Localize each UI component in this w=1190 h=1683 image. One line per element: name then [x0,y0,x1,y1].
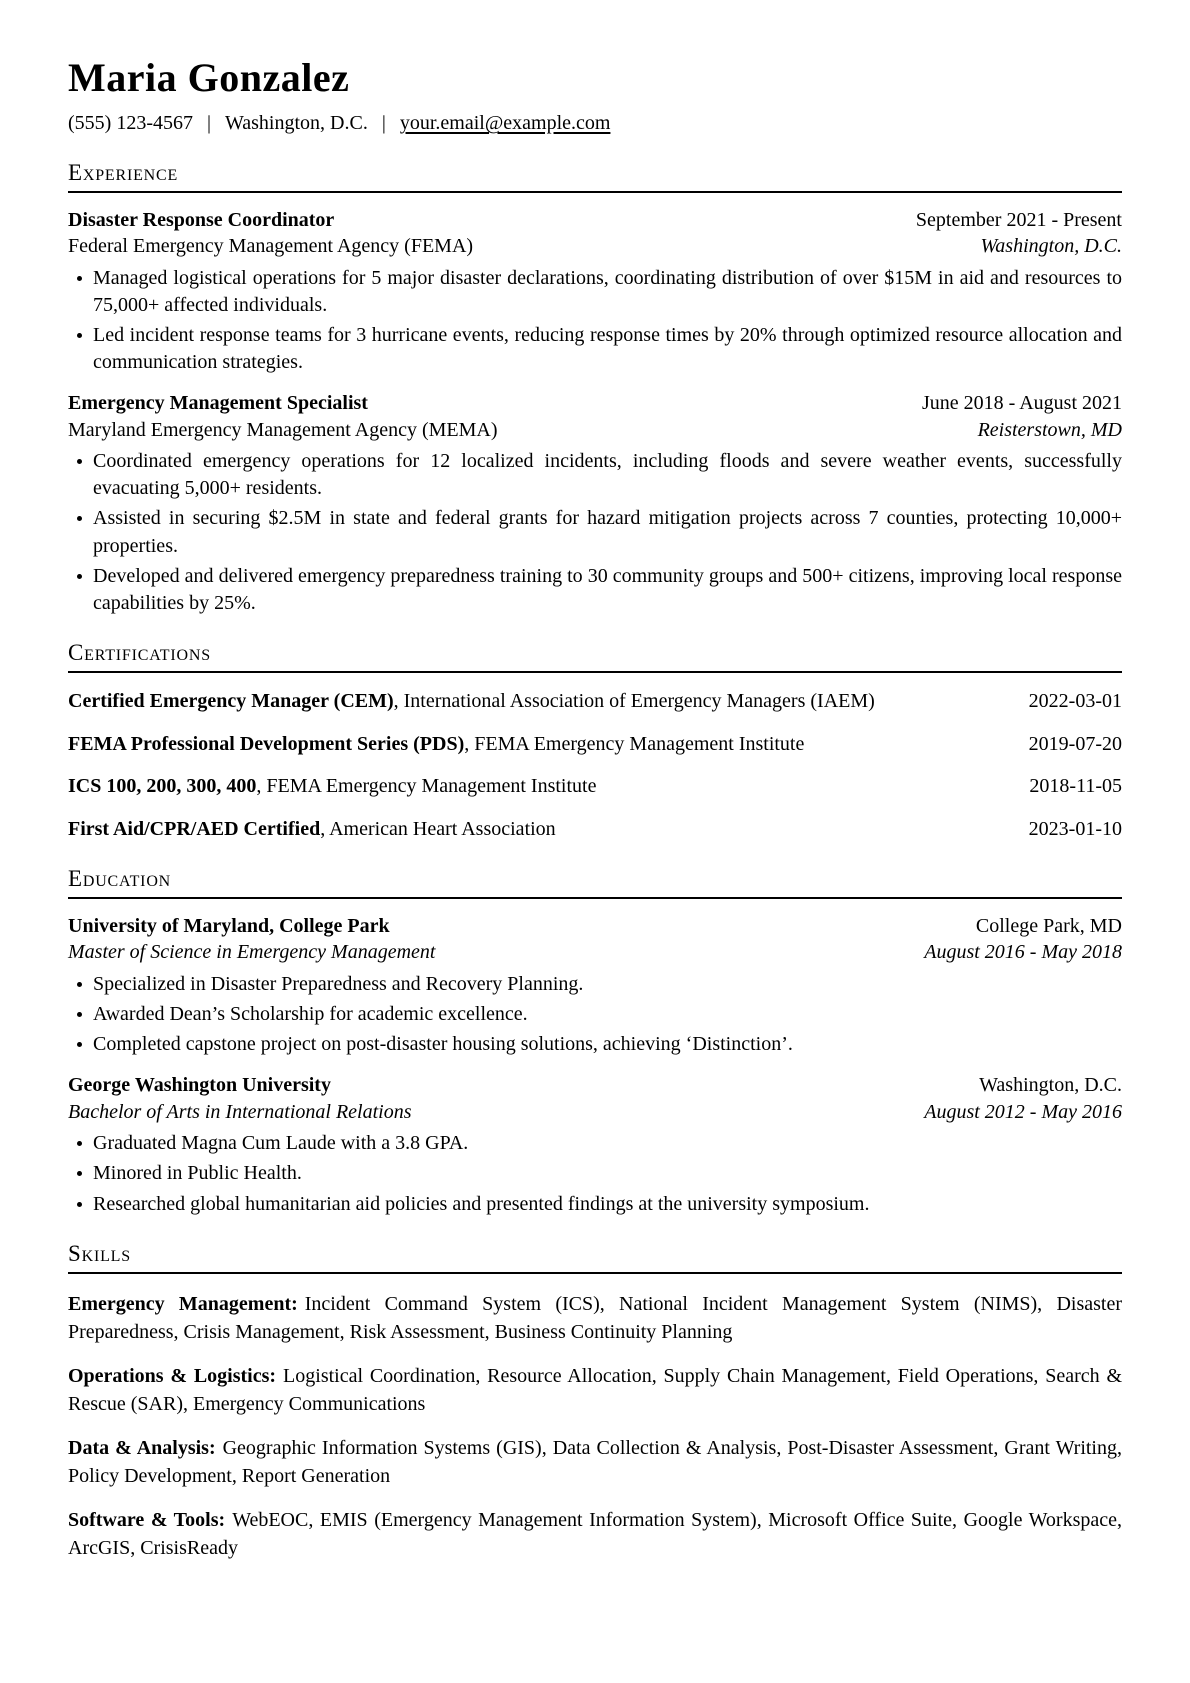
bullet-item: Awarded Dean’s Scholarship for academic excellence. [68,1001,1122,1028]
job-bullet-list [68,265,1122,377]
degree-title: Master of Science in Emergency Management [68,941,436,964]
job-bullet-list [68,448,1122,617]
section-experience [68,159,1122,617]
skill-items: WebEOC, EMIS (Emergency Management Information System), Microsoft Office Suite, Google Workspace, ArcGIS, CrisisReady [68,1508,1122,1559]
certification-entry [68,731,1122,759]
certification-entry [68,773,1122,801]
job-entry [68,390,1122,617]
certification-name: ICS 100, 200, 300, 400 [68,775,257,798]
school-bullet-list [68,1130,1122,1218]
skill-group [68,1506,1122,1562]
certification-issuer: , FEMA Emergency Management Institute [464,732,805,755]
job-dates: June 2018 - August 2021 [922,392,1122,415]
job-location: Washington, D.C. [980,235,1122,258]
school-subheader-row [68,939,1122,965]
school-entry [68,913,1122,1058]
certification-issuer: , American Heart Association [320,817,556,840]
resume-name: Maria Gonzalez [68,55,350,100]
job-location: Reisterstown, MD [977,418,1122,441]
job-company: Maryland Emergency Management Agency (MEMA) [68,418,498,441]
job-subheader-row [68,233,1122,259]
school-entry [68,1072,1122,1217]
section-skills [68,1240,1122,1562]
skill-items: Logistical Coordination, Resource Allocation, Supply Chain Management, Field Operations, Search & Rescue (SAR), Emergency Communications [68,1364,1122,1415]
job-title: Emergency Management Specialist [68,392,368,415]
skill-items: Geographic Information Systems (GIS), Data Collection & Analysis, Post-Disaster Assessment, Grant Writing, Policy Development, Report Generation [68,1436,1122,1487]
bullet-item: Managed logistical operations for 5 major disaster declarations, coordinating distribution of over $15M in aid and resources to 75,000+ affected individuals. [68,265,1122,319]
school-location: Washington, D.C. [979,1074,1122,1097]
school-header-row [68,1072,1122,1098]
bullet-item: Graduated Magna Cum Laude with a 3.8 GPA. [68,1130,1122,1157]
bullet-item: Coordinated emergency operations for 12 localized incidents, including floods and severe weather events, successfully evacuating 5,000+ residents. [68,448,1122,502]
certification-text [68,816,556,844]
location-text: Washington, D.C. [225,112,368,134]
certifications-section-title: Certifications [68,639,1122,673]
email-link[interactable]: your.email@example.com [399,112,611,134]
job-title: Disaster Response Coordinator [68,208,335,231]
job-header-row [68,207,1122,233]
job-subheader-row [68,417,1122,443]
certification-name: FEMA Professional Development Series (PDS) [68,732,465,755]
job-company: Federal Emergency Management Agency (FEMA) [68,235,474,258]
pipe-separator: | [381,112,386,134]
bullet-item: Completed capstone project on post-disaster housing solutions, achieving ‘Distinction’. [68,1031,1122,1058]
certification-text [68,731,804,759]
skill-category-label: Operations & Logistics: [68,1364,277,1387]
school-name: University of Maryland, College Park [68,915,390,938]
skill-group [68,1434,1122,1490]
school-name: George Washington University [68,1074,331,1097]
degree-title: Bachelor of Arts in International Relations [68,1100,412,1123]
experience-section-title: Experience [68,159,1122,193]
bullet-item: Developed and delivered emergency preparedness training to 30 community groups and 500+ citizens, improving local response capabilities by 25%. [68,563,1122,617]
school-dates: August 2016 - May 2018 [924,941,1122,964]
bullet-item: Assisted in securing $2.5M in state and federal grants for hazard mitigation projects across 7 counties, protecting 10,000+ properties. [68,505,1122,559]
job-dates: September 2021 - Present [915,208,1122,231]
certification-entry [68,688,1122,716]
certification-date: 2018-11-05 [1029,775,1122,798]
section-certifications [68,639,1122,843]
skills-section-title: Skills [68,1240,1122,1274]
pipe-separator: | [206,112,211,134]
bullet-item: Minored in Public Health. [68,1160,1122,1187]
bullet-item: Researched global humanitarian aid policies and presented findings at the university symposium. [68,1191,1122,1218]
certification-date: 2019-07-20 [1028,732,1122,755]
contact-line [68,110,1122,137]
skill-group [68,1362,1122,1418]
certification-entry [68,816,1122,844]
skill-category-label: Software & Tools: [68,1508,226,1531]
bullet-item: Specialized in Disaster Preparedness and Recovery Planning. [68,971,1122,998]
school-location: College Park, MD [975,915,1122,938]
school-subheader-row [68,1099,1122,1125]
job-entry [68,207,1122,377]
education-section-title: Education [68,865,1122,899]
skill-category-label: Emergency Management: [68,1292,298,1315]
certification-text [68,773,596,801]
school-bullet-list [68,971,1122,1059]
certification-date: 2023-01-10 [1028,817,1122,840]
school-header-row [68,913,1122,939]
phone-number: (555) 123-4567 [68,112,193,134]
certification-text [68,688,875,716]
section-education [68,865,1122,1217]
certification-name: First Aid/CPR/AED Certified [68,817,321,840]
school-dates: August 2012 - May 2016 [924,1100,1122,1123]
skill-category-label: Data & Analysis: [68,1436,216,1459]
job-header-row [68,390,1122,416]
certification-issuer: , International Association of Emergency Managers (IAEM) [393,689,875,712]
skill-group [68,1290,1122,1346]
certification-issuer: , FEMA Emergency Management Institute [256,775,597,798]
certification-name: Certified Emergency Manager (CEM) [68,689,394,712]
certification-date: 2022-03-01 [1028,689,1122,712]
skill-items: Incident Command System (ICS), National Incident Management System (NIMS), Disaster Preparedness, Crisis Management, Risk Assessment, Business Continuity Planning [68,1292,1122,1343]
bullet-item: Led incident response teams for 3 hurricane events, reducing response times by 20% through optimized resource allocation and communication strategies. [68,322,1122,376]
